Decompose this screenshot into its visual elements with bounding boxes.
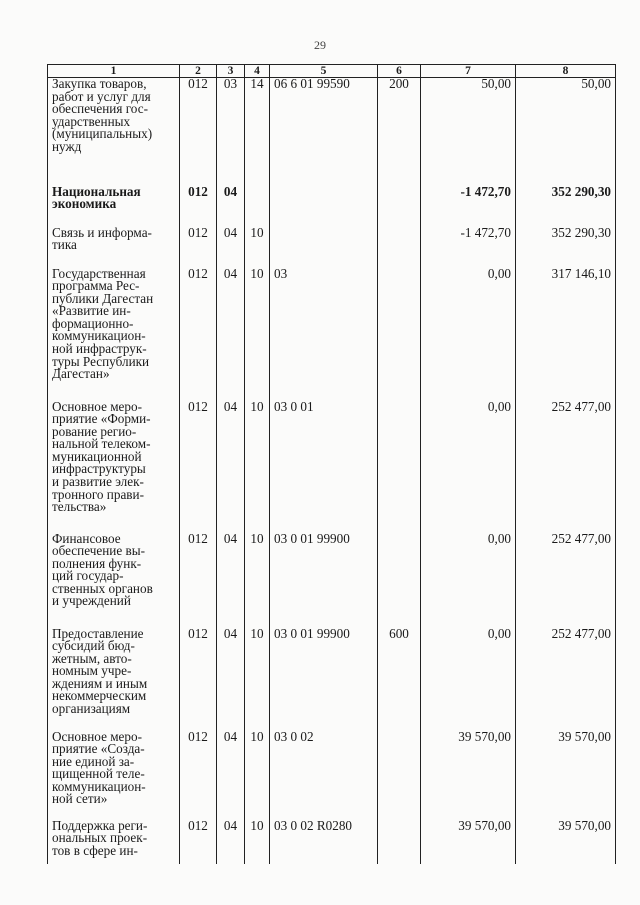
ministry-code-cell: 012 — [180, 401, 217, 533]
row-name-line: ций государ- — [52, 568, 124, 584]
subsection-code-cell: 10 — [245, 268, 270, 401]
subsection-code-cell: 10 — [245, 533, 270, 628]
row-name-line: тельства» — [52, 499, 107, 515]
target-article-cell: 03 — [270, 268, 378, 401]
row-name-line: работ и услуг для — [52, 88, 151, 104]
ministry-code-cell: 012 — [180, 731, 217, 820]
row-name-cell — [48, 183, 180, 227]
expense-type-cell — [378, 401, 421, 533]
subsection-code-cell: 10 — [245, 401, 270, 533]
change-amount-cell: 39 570,00 — [421, 731, 516, 820]
row-name-line: рование регио- — [52, 423, 137, 439]
row-name-line: коммуникацион- — [52, 778, 146, 794]
table-row — [48, 227, 616, 268]
row-name-line: и развитие элек- — [52, 474, 144, 490]
total-amount-cell: 352 290,30 — [516, 186, 616, 227]
row-name-line: экономика — [52, 196, 117, 212]
table-row — [48, 186, 616, 227]
table-row — [48, 820, 616, 864]
row-name-line: субсидий бюд- — [52, 638, 135, 654]
row-name-line: нальной телеком- — [52, 436, 151, 452]
column-header: 8 — [516, 65, 616, 78]
target-article-cell: 03 0 01 99900 — [270, 628, 378, 731]
budget-table — [47, 64, 616, 864]
row-name-cell — [48, 78, 180, 186]
subsection-code-cell: 10 — [245, 820, 270, 864]
row-name-line: нужд — [52, 138, 82, 154]
subsection-code-cell: 10 — [245, 731, 270, 820]
row-name-line: муникационной — [52, 448, 142, 464]
change-amount-cell: -1 472,70 — [421, 227, 516, 268]
total-amount-cell: 252 477,00 — [516, 401, 616, 533]
row-name-cell — [48, 265, 180, 401]
row-name-line: ственных органов — [52, 580, 153, 596]
table-row — [48, 731, 616, 820]
column-header: 7 — [421, 65, 516, 78]
row-name-line: Государственная — [52, 265, 146, 281]
row-name-line: щищенной теле- — [52, 766, 145, 782]
column-header: 6 — [378, 65, 421, 78]
row-name-line: Дагестан» — [52, 366, 110, 382]
subsection-code-cell: 10 — [245, 227, 270, 268]
row-name-line: тика — [52, 237, 77, 253]
row-name-line: обеспечение вы- — [52, 543, 145, 559]
column-header: 5 — [270, 65, 378, 78]
row-name-cell — [48, 224, 180, 268]
row-name-line: туры Республики — [52, 353, 150, 369]
row-name-line: Поддержка реги- — [52, 817, 148, 833]
row-name-line: Основное меро- — [52, 728, 142, 744]
row-name-line: и учреждений — [52, 593, 131, 609]
expense-type-cell — [378, 227, 421, 268]
section-code-cell: 04 — [217, 227, 245, 268]
column-header: 2 — [180, 65, 217, 78]
target-article-cell — [270, 227, 378, 268]
table-row — [48, 268, 616, 401]
section-code-cell: 04 — [217, 401, 245, 533]
change-amount-cell: 39 570,00 — [421, 820, 516, 864]
row-name-line: формационно- — [52, 315, 134, 331]
row-name-line: ние единой за- — [52, 753, 135, 769]
section-code-cell: 04 — [217, 820, 245, 864]
row-name-line: инфраструктуры — [52, 461, 146, 477]
target-article-cell: 06 6 01 99590 — [270, 78, 378, 186]
change-amount-cell: 50,00 — [421, 78, 516, 186]
target-article-cell: 03 0 02 R0280 — [270, 820, 378, 864]
row-name-line: Предоставление — [52, 625, 144, 641]
total-amount-cell: 352 290,30 — [516, 227, 616, 268]
row-name-line: Финансовое — [52, 530, 121, 546]
expense-type-cell: 600 — [378, 628, 421, 731]
change-amount-cell: 0,00 — [421, 533, 516, 628]
subsection-code-cell: 14 — [245, 78, 270, 186]
column-header: 3 — [217, 65, 245, 78]
total-amount-cell: 252 477,00 — [516, 533, 616, 628]
expense-type-cell — [378, 268, 421, 401]
row-name-line: Связь и информа- — [52, 224, 152, 240]
ministry-code-cell: 012 — [180, 227, 217, 268]
ministry-code-cell: 012 — [180, 78, 217, 186]
change-amount-cell: -1 472,70 — [421, 186, 516, 227]
ministry-code-cell: 012 — [180, 186, 217, 227]
target-article-cell: 03 0 02 — [270, 731, 378, 820]
section-code-cell: 03 — [217, 78, 245, 186]
row-name-line: тронного прави- — [52, 486, 144, 502]
column-header: 4 — [245, 65, 270, 78]
row-name-line: приятие «Форми- — [52, 411, 151, 427]
row-name-line: ждениям и иным — [52, 675, 148, 691]
row-name-line: программа Рес- — [52, 278, 140, 294]
ministry-code-cell: 012 — [180, 268, 217, 401]
ministry-code-cell: 012 — [180, 820, 217, 864]
subsection-code-cell — [245, 186, 270, 227]
row-name-line: Национальная — [52, 183, 141, 199]
total-amount-cell: 252 477,00 — [516, 628, 616, 731]
row-name-line: ударственных — [52, 113, 131, 129]
row-name-line: коммуникацион- — [52, 328, 146, 344]
change-amount-cell: 0,00 — [421, 401, 516, 533]
row-name-line: жетным, авто- — [52, 650, 132, 666]
table-row — [48, 401, 616, 533]
section-code-cell: 04 — [217, 186, 245, 227]
target-article-cell — [270, 186, 378, 227]
row-name-line: обеспечения гос- — [52, 101, 148, 117]
row-name-cell — [48, 817, 180, 864]
row-name-line: некоммерческим — [52, 688, 147, 704]
expense-type-cell — [378, 731, 421, 820]
row-name-line: публики Дагестан — [52, 290, 154, 306]
table-body — [48, 78, 616, 864]
table-row — [48, 628, 616, 731]
row-name-line: «Развитие ин- — [52, 303, 131, 319]
row-name-line: ональных проек- — [52, 830, 148, 846]
ministry-code-cell: 012 — [180, 533, 217, 628]
row-name-cell — [48, 728, 180, 820]
expense-type-cell: 200 — [378, 78, 421, 186]
total-amount-cell: 50,00 — [516, 78, 616, 186]
section-code-cell: 04 — [217, 533, 245, 628]
ministry-code-cell: 012 — [180, 628, 217, 731]
row-name-cell — [48, 625, 180, 731]
row-name-line: ной сети» — [52, 791, 108, 807]
table-row — [48, 533, 616, 628]
row-name-line: (муниципальных) — [52, 126, 153, 142]
section-code-cell: 04 — [217, 268, 245, 401]
row-name-cell — [48, 398, 180, 533]
target-article-cell: 03 0 01 99900 — [270, 533, 378, 628]
row-name-line: приятие «Созда- — [52, 741, 145, 757]
change-amount-cell: 0,00 — [421, 268, 516, 401]
row-name-line: тов в сфере ин- — [52, 842, 138, 858]
target-article-cell: 03 0 01 — [270, 401, 378, 533]
column-header: 1 — [48, 65, 180, 78]
row-name-cell — [48, 530, 180, 628]
row-name-line: ной инфраструк- — [52, 341, 147, 357]
total-amount-cell: 317 146,10 — [516, 268, 616, 401]
expense-type-cell — [378, 820, 421, 864]
total-amount-cell: 39 570,00 — [516, 820, 616, 864]
expense-type-cell — [378, 533, 421, 628]
total-amount-cell: 39 570,00 — [516, 731, 616, 820]
subsection-code-cell: 10 — [245, 628, 270, 731]
section-code-cell: 04 — [217, 731, 245, 820]
row-name-line: номным учре- — [52, 663, 132, 679]
page-number: 29 — [314, 38, 326, 52]
row-name-line: Основное меро- — [52, 398, 142, 414]
row-name-line: полнения функ- — [52, 555, 142, 571]
section-code-cell: 04 — [217, 628, 245, 731]
row-name-line: организациям — [52, 701, 131, 717]
table-row — [48, 78, 616, 186]
change-amount-cell: 0,00 — [421, 628, 516, 731]
expense-type-cell — [378, 186, 421, 227]
row-name-line: Закупка товаров, — [52, 76, 147, 91]
